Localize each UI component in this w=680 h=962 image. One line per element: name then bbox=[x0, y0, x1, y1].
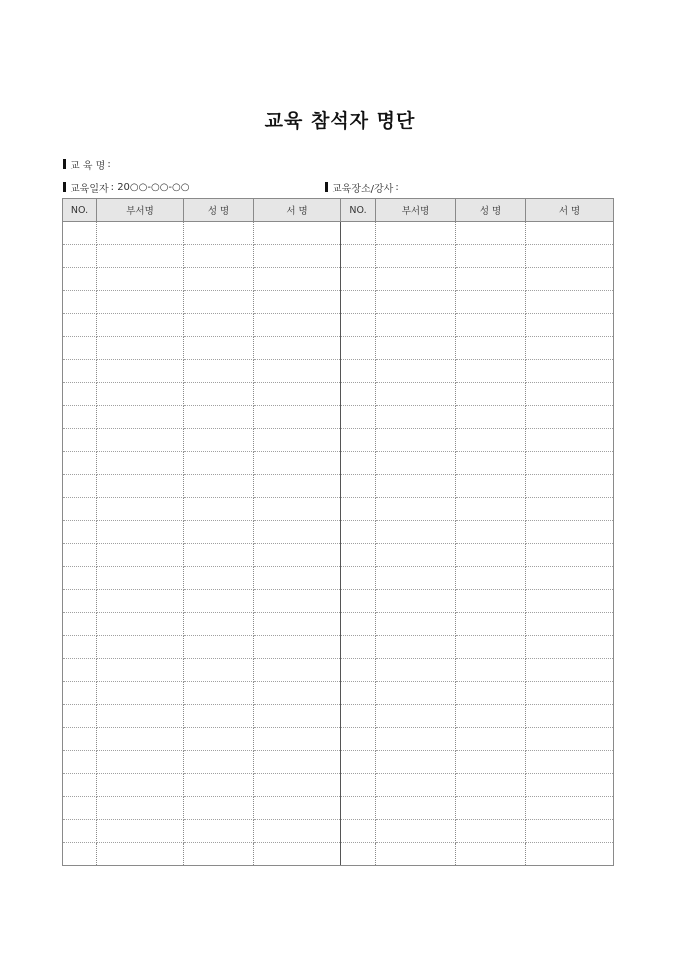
table-body bbox=[63, 222, 614, 866]
department-cell[interactable] bbox=[376, 383, 456, 406]
course-place-separator: : bbox=[395, 181, 399, 193]
no-cell[interactable] bbox=[63, 429, 97, 452]
name-cell[interactable] bbox=[184, 383, 254, 406]
no-cell[interactable] bbox=[63, 475, 97, 498]
no-cell[interactable] bbox=[341, 383, 376, 406]
name-cell[interactable] bbox=[456, 659, 526, 682]
signature-cell[interactable] bbox=[526, 521, 614, 544]
signature-cell[interactable] bbox=[526, 705, 614, 728]
signature-cell[interactable] bbox=[254, 567, 341, 590]
name-cell[interactable] bbox=[456, 245, 526, 268]
table-row bbox=[63, 636, 614, 659]
signature-cell[interactable] bbox=[254, 843, 341, 866]
name-cell[interactable] bbox=[456, 337, 526, 360]
table-row bbox=[63, 567, 614, 590]
no-cell[interactable] bbox=[63, 751, 97, 774]
name-cell[interactable] bbox=[456, 452, 526, 475]
signature-cell[interactable] bbox=[526, 774, 614, 797]
name-cell[interactable] bbox=[456, 636, 526, 659]
signature-cell[interactable] bbox=[526, 682, 614, 705]
signature-cell[interactable] bbox=[254, 751, 341, 774]
signature-cell[interactable] bbox=[254, 337, 341, 360]
table-row bbox=[63, 268, 614, 291]
signature-cell[interactable] bbox=[526, 567, 614, 590]
name-cell[interactable] bbox=[184, 843, 254, 866]
header-no-right: NO. bbox=[341, 199, 376, 222]
signature-cell[interactable] bbox=[254, 659, 341, 682]
department-cell[interactable] bbox=[97, 268, 184, 291]
table-row bbox=[63, 797, 614, 820]
department-cell[interactable] bbox=[97, 544, 184, 567]
department-cell[interactable] bbox=[376, 406, 456, 429]
name-cell[interactable] bbox=[184, 406, 254, 429]
department-cell[interactable] bbox=[97, 314, 184, 337]
no-cell[interactable] bbox=[63, 613, 97, 636]
signature-cell[interactable] bbox=[254, 222, 341, 245]
department-cell[interactable] bbox=[376, 751, 456, 774]
no-cell[interactable] bbox=[341, 544, 376, 567]
name-cell[interactable] bbox=[456, 705, 526, 728]
department-cell[interactable] bbox=[376, 820, 456, 843]
table-row bbox=[63, 383, 614, 406]
signature-cell[interactable] bbox=[254, 682, 341, 705]
table-row bbox=[63, 682, 614, 705]
no-cell[interactable] bbox=[341, 797, 376, 820]
name-cell[interactable] bbox=[456, 590, 526, 613]
no-cell[interactable] bbox=[63, 268, 97, 291]
department-cell[interactable] bbox=[376, 705, 456, 728]
department-cell[interactable] bbox=[376, 291, 456, 314]
signature-cell[interactable] bbox=[526, 843, 614, 866]
table-row bbox=[63, 659, 614, 682]
signature-cell[interactable] bbox=[254, 820, 341, 843]
table-row bbox=[63, 337, 614, 360]
no-cell[interactable] bbox=[341, 337, 376, 360]
name-cell[interactable] bbox=[184, 475, 254, 498]
department-cell[interactable] bbox=[97, 429, 184, 452]
table-row bbox=[63, 245, 614, 268]
name-cell[interactable] bbox=[456, 567, 526, 590]
department-cell[interactable] bbox=[376, 659, 456, 682]
name-cell[interactable] bbox=[456, 774, 526, 797]
department-cell[interactable] bbox=[376, 498, 456, 521]
name-cell[interactable] bbox=[184, 337, 254, 360]
name-cell[interactable] bbox=[456, 360, 526, 383]
no-cell[interactable] bbox=[63, 314, 97, 337]
signature-cell[interactable] bbox=[254, 498, 341, 521]
no-cell[interactable] bbox=[63, 590, 97, 613]
name-cell[interactable] bbox=[184, 590, 254, 613]
signature-cell[interactable] bbox=[526, 222, 614, 245]
no-cell[interactable] bbox=[63, 567, 97, 590]
signature-cell[interactable] bbox=[254, 268, 341, 291]
signature-cell[interactable] bbox=[526, 475, 614, 498]
attendee-table bbox=[62, 198, 614, 866]
no-cell[interactable] bbox=[341, 636, 376, 659]
name-cell[interactable] bbox=[456, 429, 526, 452]
signature-cell[interactable] bbox=[526, 383, 614, 406]
signature-cell[interactable] bbox=[526, 360, 614, 383]
no-cell[interactable] bbox=[341, 820, 376, 843]
signature-cell[interactable] bbox=[526, 268, 614, 291]
course-date-value: : 20○○-○○-○○ bbox=[110, 181, 190, 193]
department-cell[interactable] bbox=[376, 429, 456, 452]
course-place-field bbox=[325, 180, 401, 194]
table-row bbox=[63, 498, 614, 521]
table-row bbox=[63, 314, 614, 337]
no-cell[interactable] bbox=[63, 337, 97, 360]
no-cell[interactable] bbox=[341, 659, 376, 682]
table-row bbox=[63, 751, 614, 774]
name-cell[interactable] bbox=[184, 245, 254, 268]
no-cell[interactable] bbox=[63, 659, 97, 682]
no-cell[interactable] bbox=[341, 314, 376, 337]
table-row bbox=[63, 521, 614, 544]
table-row bbox=[63, 843, 614, 866]
name-cell[interactable] bbox=[456, 728, 526, 751]
signature-cell[interactable] bbox=[526, 728, 614, 751]
signature-cell[interactable] bbox=[254, 613, 341, 636]
name-cell[interactable] bbox=[184, 797, 254, 820]
table-row bbox=[63, 544, 614, 567]
name-cell[interactable] bbox=[184, 751, 254, 774]
department-cell[interactable] bbox=[376, 222, 456, 245]
no-cell[interactable] bbox=[341, 728, 376, 751]
table-row bbox=[63, 613, 614, 636]
department-cell[interactable] bbox=[97, 567, 184, 590]
department-cell[interactable] bbox=[97, 360, 184, 383]
department-cell[interactable] bbox=[97, 659, 184, 682]
department-cell[interactable] bbox=[97, 682, 184, 705]
department-cell[interactable] bbox=[376, 590, 456, 613]
name-cell[interactable] bbox=[184, 521, 254, 544]
course-date-label: 교육일자 bbox=[70, 183, 109, 195]
department-cell[interactable] bbox=[376, 728, 456, 751]
department-cell[interactable] bbox=[376, 636, 456, 659]
name-cell[interactable] bbox=[184, 544, 254, 567]
name-cell[interactable] bbox=[456, 820, 526, 843]
table-row bbox=[63, 452, 614, 475]
no-cell[interactable] bbox=[63, 820, 97, 843]
name-cell[interactable] bbox=[184, 728, 254, 751]
department-cell[interactable] bbox=[97, 475, 184, 498]
signature-cell[interactable] bbox=[526, 613, 614, 636]
signature-cell[interactable] bbox=[526, 314, 614, 337]
department-cell[interactable] bbox=[376, 245, 456, 268]
no-cell[interactable] bbox=[63, 705, 97, 728]
no-cell[interactable] bbox=[341, 774, 376, 797]
signature-cell[interactable] bbox=[254, 314, 341, 337]
department-cell[interactable] bbox=[97, 452, 184, 475]
department-cell[interactable] bbox=[97, 521, 184, 544]
no-cell[interactable] bbox=[341, 705, 376, 728]
no-cell[interactable] bbox=[63, 682, 97, 705]
no-cell[interactable] bbox=[63, 774, 97, 797]
name-cell[interactable] bbox=[184, 705, 254, 728]
course-date-field bbox=[63, 180, 189, 194]
name-cell[interactable] bbox=[456, 475, 526, 498]
document-title: 교육 참석자 명단 bbox=[264, 110, 416, 132]
signature-cell[interactable] bbox=[254, 245, 341, 268]
name-cell[interactable] bbox=[456, 544, 526, 567]
table-header-row bbox=[63, 199, 614, 222]
signature-cell[interactable] bbox=[254, 406, 341, 429]
header-no-left: NO. bbox=[63, 199, 97, 222]
name-cell[interactable] bbox=[456, 222, 526, 245]
department-cell[interactable] bbox=[376, 797, 456, 820]
department-cell[interactable] bbox=[376, 774, 456, 797]
signature-cell[interactable] bbox=[254, 291, 341, 314]
name-cell[interactable] bbox=[456, 521, 526, 544]
signature-cell[interactable] bbox=[526, 245, 614, 268]
department-cell[interactable] bbox=[97, 245, 184, 268]
no-cell[interactable] bbox=[63, 636, 97, 659]
department-cell[interactable] bbox=[97, 291, 184, 314]
no-cell[interactable] bbox=[63, 797, 97, 820]
no-cell[interactable] bbox=[63, 291, 97, 314]
signature-cell[interactable] bbox=[526, 797, 614, 820]
department-cell[interactable] bbox=[376, 268, 456, 291]
name-cell[interactable] bbox=[184, 429, 254, 452]
signature-cell[interactable] bbox=[526, 337, 614, 360]
name-cell[interactable] bbox=[184, 498, 254, 521]
no-cell[interactable] bbox=[341, 498, 376, 521]
bullet-mark-icon bbox=[63, 159, 66, 169]
name-cell[interactable] bbox=[184, 659, 254, 682]
name-cell[interactable] bbox=[184, 291, 254, 314]
table-row bbox=[63, 406, 614, 429]
course-place-label: 교육장소/강사 bbox=[332, 183, 394, 195]
no-cell[interactable] bbox=[63, 406, 97, 429]
no-cell[interactable] bbox=[341, 268, 376, 291]
name-cell[interactable] bbox=[456, 314, 526, 337]
header-name-right: 성 명 bbox=[456, 199, 526, 222]
no-cell[interactable] bbox=[63, 383, 97, 406]
department-cell[interactable] bbox=[376, 521, 456, 544]
name-cell[interactable] bbox=[184, 360, 254, 383]
name-cell[interactable] bbox=[184, 222, 254, 245]
signature-cell[interactable] bbox=[526, 452, 614, 475]
no-cell[interactable] bbox=[341, 567, 376, 590]
table-row bbox=[63, 475, 614, 498]
no-cell[interactable] bbox=[63, 521, 97, 544]
name-cell[interactable] bbox=[456, 268, 526, 291]
no-cell[interactable] bbox=[341, 475, 376, 498]
department-cell[interactable] bbox=[97, 797, 184, 820]
signature-cell[interactable] bbox=[254, 728, 341, 751]
name-cell[interactable] bbox=[456, 682, 526, 705]
signature-cell[interactable] bbox=[254, 774, 341, 797]
name-cell[interactable] bbox=[456, 613, 526, 636]
name-cell[interactable] bbox=[184, 268, 254, 291]
department-cell[interactable] bbox=[97, 843, 184, 866]
name-cell[interactable] bbox=[184, 613, 254, 636]
signature-cell[interactable] bbox=[526, 820, 614, 843]
no-cell[interactable] bbox=[341, 751, 376, 774]
course-name-field bbox=[63, 157, 113, 171]
department-cell[interactable] bbox=[97, 222, 184, 245]
no-cell[interactable] bbox=[341, 429, 376, 452]
table-row bbox=[63, 291, 614, 314]
header-signature-left: 서 명 bbox=[254, 199, 341, 222]
table-row bbox=[63, 705, 614, 728]
signature-cell[interactable] bbox=[526, 636, 614, 659]
name-cell[interactable] bbox=[456, 843, 526, 866]
header-signature-right: 서 명 bbox=[526, 199, 614, 222]
header-department-right: 부서명 bbox=[376, 199, 456, 222]
no-cell[interactable] bbox=[63, 843, 97, 866]
name-cell[interactable] bbox=[184, 774, 254, 797]
department-cell[interactable] bbox=[376, 682, 456, 705]
signature-cell[interactable] bbox=[254, 590, 341, 613]
signature-cell[interactable] bbox=[254, 636, 341, 659]
signature-cell[interactable] bbox=[526, 498, 614, 521]
no-cell[interactable] bbox=[341, 613, 376, 636]
name-cell[interactable] bbox=[184, 682, 254, 705]
table-row bbox=[63, 429, 614, 452]
name-cell[interactable] bbox=[184, 452, 254, 475]
department-cell[interactable] bbox=[376, 544, 456, 567]
department-cell[interactable] bbox=[376, 360, 456, 383]
name-cell[interactable] bbox=[456, 498, 526, 521]
bullet-mark-icon bbox=[325, 182, 328, 192]
name-cell[interactable] bbox=[456, 383, 526, 406]
signature-cell[interactable] bbox=[254, 544, 341, 567]
header-name-left: 성 명 bbox=[184, 199, 254, 222]
no-cell[interactable] bbox=[341, 843, 376, 866]
no-cell[interactable] bbox=[341, 521, 376, 544]
department-cell[interactable] bbox=[97, 590, 184, 613]
no-cell[interactable] bbox=[341, 406, 376, 429]
table-row bbox=[63, 774, 614, 797]
no-cell[interactable] bbox=[341, 360, 376, 383]
no-cell[interactable] bbox=[63, 452, 97, 475]
department-cell[interactable] bbox=[97, 636, 184, 659]
department-cell[interactable] bbox=[97, 337, 184, 360]
name-cell[interactable] bbox=[456, 406, 526, 429]
department-cell[interactable] bbox=[376, 314, 456, 337]
name-cell[interactable] bbox=[456, 751, 526, 774]
department-cell[interactable] bbox=[97, 705, 184, 728]
signature-cell[interactable] bbox=[254, 705, 341, 728]
table-row bbox=[63, 820, 614, 843]
signature-cell[interactable] bbox=[526, 659, 614, 682]
department-cell[interactable] bbox=[376, 843, 456, 866]
signature-cell[interactable] bbox=[254, 475, 341, 498]
no-cell[interactable] bbox=[63, 544, 97, 567]
name-cell[interactable] bbox=[184, 636, 254, 659]
table-row bbox=[63, 360, 614, 383]
department-cell[interactable] bbox=[97, 406, 184, 429]
table-row bbox=[63, 222, 614, 245]
no-cell[interactable] bbox=[63, 498, 97, 521]
no-cell[interactable] bbox=[341, 590, 376, 613]
signature-cell[interactable] bbox=[526, 544, 614, 567]
signature-cell[interactable] bbox=[254, 452, 341, 475]
name-cell[interactable] bbox=[456, 291, 526, 314]
no-cell[interactable] bbox=[63, 360, 97, 383]
signature-cell[interactable] bbox=[526, 291, 614, 314]
name-cell[interactable] bbox=[184, 314, 254, 337]
no-cell[interactable] bbox=[63, 728, 97, 751]
no-cell[interactable] bbox=[341, 245, 376, 268]
department-cell[interactable] bbox=[97, 613, 184, 636]
table-row bbox=[63, 728, 614, 751]
department-cell[interactable] bbox=[97, 728, 184, 751]
department-cell[interactable] bbox=[376, 337, 456, 360]
signature-cell[interactable] bbox=[526, 590, 614, 613]
department-cell[interactable] bbox=[97, 498, 184, 521]
no-cell[interactable] bbox=[341, 291, 376, 314]
no-cell[interactable] bbox=[341, 452, 376, 475]
signature-cell[interactable] bbox=[254, 429, 341, 452]
course-name-label: 교 육 명 bbox=[70, 160, 106, 172]
department-cell[interactable] bbox=[376, 567, 456, 590]
course-name-separator: : bbox=[107, 158, 111, 170]
signature-cell[interactable] bbox=[254, 383, 341, 406]
name-cell[interactable] bbox=[184, 567, 254, 590]
department-cell[interactable] bbox=[97, 820, 184, 843]
department-cell[interactable] bbox=[97, 383, 184, 406]
table-row bbox=[63, 590, 614, 613]
no-cell[interactable] bbox=[341, 682, 376, 705]
department-cell[interactable] bbox=[97, 774, 184, 797]
no-cell[interactable] bbox=[63, 222, 97, 245]
signature-cell[interactable] bbox=[526, 406, 614, 429]
department-cell[interactable] bbox=[376, 613, 456, 636]
signature-cell[interactable] bbox=[254, 797, 341, 820]
no-cell[interactable] bbox=[63, 245, 97, 268]
signature-cell[interactable] bbox=[526, 429, 614, 452]
department-cell[interactable] bbox=[376, 452, 456, 475]
name-cell[interactable] bbox=[456, 797, 526, 820]
no-cell[interactable] bbox=[341, 222, 376, 245]
department-cell[interactable] bbox=[97, 751, 184, 774]
signature-cell[interactable] bbox=[254, 521, 341, 544]
signature-cell[interactable] bbox=[526, 751, 614, 774]
signature-cell[interactable] bbox=[254, 360, 341, 383]
header-department-left: 부서명 bbox=[97, 199, 184, 222]
name-cell[interactable] bbox=[184, 820, 254, 843]
bullet-mark-icon bbox=[63, 182, 66, 192]
department-cell[interactable] bbox=[376, 475, 456, 498]
